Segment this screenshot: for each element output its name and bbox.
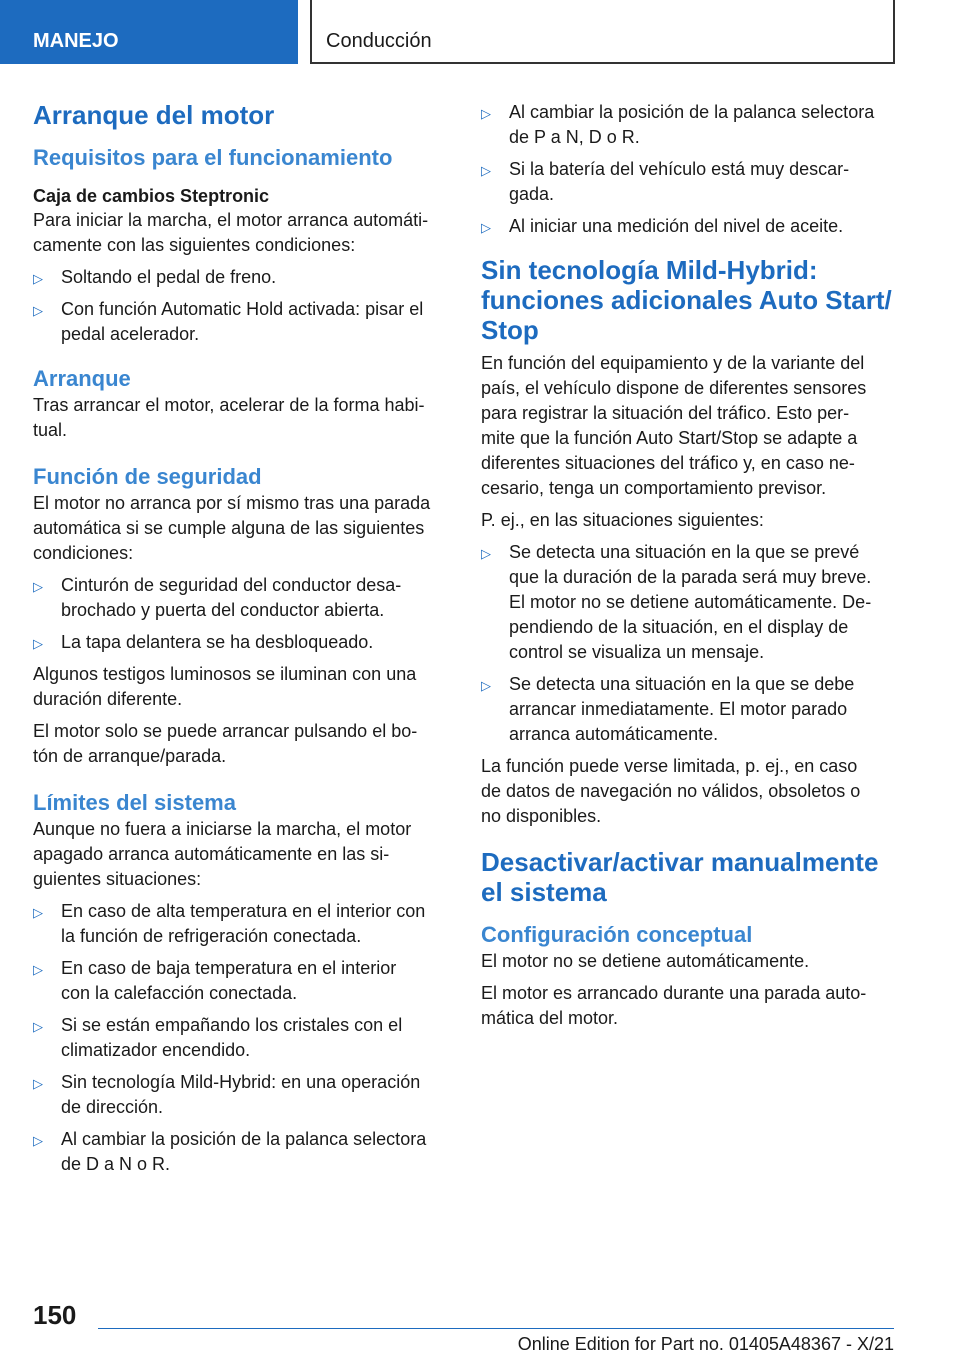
- text-line: diferentes situaciones del tráfico y, en caso ne-: [481, 453, 855, 473]
- list-item-line: de D a N o R.: [61, 1154, 171, 1174]
- list-item-line: En caso de baja temperatura en el interior: [61, 958, 397, 978]
- text-line: para registrar la situación del tráfico. Esto per-: [481, 403, 850, 423]
- left-column: [33, 100, 447, 1177]
- list-item-line: arranca automáticamente.: [509, 724, 719, 744]
- list-item: [481, 100, 896, 150]
- paragraph-ejemplos: [481, 508, 896, 533]
- text-line: de datos de navegación no válidos, obsoletos o: [481, 781, 861, 801]
- text-line: automática si se cumple alguna de las siguientes: [33, 518, 425, 538]
- triangle-right-icon: ▷: [33, 636, 43, 651]
- list-item-line: Si la batería del vehículo está muy descar-: [509, 159, 850, 179]
- list-item: [33, 297, 447, 347]
- heading-requisitos: Requisitos para el funcionamiento: [33, 145, 393, 170]
- list-caja: [33, 265, 447, 347]
- list-situaciones: [481, 540, 896, 747]
- list-item-line: Cinturón de seguridad del conductor desa-: [61, 575, 402, 595]
- text-line: tual.: [33, 420, 68, 440]
- paragraph-limitada: [481, 754, 896, 829]
- triangle-right-icon: ▷: [33, 579, 43, 594]
- list-item: [33, 265, 447, 290]
- list-item: [33, 1070, 447, 1120]
- list-item-line: de dirección.: [61, 1097, 164, 1117]
- section-title: MANEJO: [33, 30, 119, 52]
- text-line: el sistema: [481, 877, 607, 907]
- text-line: Aunque no fuera a iniciarse la marcha, el motor: [33, 819, 412, 839]
- heading-funcion-seguridad: Función de seguridad: [33, 464, 262, 489]
- text-line: cesario, tenga un comportamiento previsor.: [481, 478, 827, 498]
- list-item-line: Soltando el pedal de freno.: [61, 267, 277, 287]
- section-tab: [0, 0, 298, 64]
- list-item: [481, 672, 896, 747]
- paragraph-caja: [33, 208, 447, 258]
- list-item-line: que la duración de la parada será muy breve.: [509, 567, 872, 587]
- list-item-line: En caso de alta temperatura en el interior con: [61, 901, 426, 921]
- triangle-right-icon: ▷: [481, 106, 491, 121]
- triangle-right-icon: ▷: [33, 905, 43, 920]
- triangle-right-icon: ▷: [33, 962, 43, 977]
- list-item-line: pendiendo de la situación, en el display de: [509, 617, 849, 637]
- heading-arranque-motor: Arranque del motor: [33, 100, 275, 130]
- triangle-right-icon: ▷: [33, 1076, 43, 1091]
- text-line: El motor solo se puede arrancar pulsando el bo-: [33, 721, 418, 741]
- list-item-line: El motor no se detiene automáticamente. De-: [509, 592, 872, 612]
- text-line: mática del motor.: [481, 1008, 619, 1028]
- right-column: [481, 100, 896, 1031]
- paragraph-funcion-seguridad: [33, 491, 447, 566]
- list-item-line: La tapa delantera se ha desbloqueado.: [61, 632, 374, 652]
- triangle-right-icon: ▷: [33, 1133, 43, 1148]
- list-item-line: de P a N, D o R.: [509, 127, 640, 147]
- list-item: [33, 1013, 447, 1063]
- paragraph-arranque: [33, 393, 447, 443]
- triangle-right-icon: ▷: [481, 678, 491, 693]
- list-item: [33, 956, 447, 1006]
- text-line: Stop: [481, 315, 539, 345]
- page-number: 150: [33, 1300, 77, 1330]
- text-line: condiciones:: [33, 543, 134, 563]
- text-line: El motor no se detiene automáticamente.: [481, 951, 810, 971]
- list-item-line: Sin tecnología Mild-Hybrid: en una operación: [61, 1072, 421, 1092]
- list-item: [33, 573, 447, 623]
- list-item-line: Al cambiar la posición de la palanca selectora: [509, 102, 875, 122]
- list-item-line: Al iniciar una medición del nivel de aceite.: [509, 216, 844, 236]
- text-line: Algunos testigos luminosos se iluminan con una: [33, 664, 417, 684]
- paragraph-limites: [33, 817, 447, 892]
- text-line: Desactivar/activar manualmente: [481, 847, 879, 877]
- text-line: El motor es arrancado durante una parada auto-: [481, 983, 867, 1003]
- list-item-line: brochado y puerta del conductor abierta.: [61, 600, 385, 620]
- list-item-line: control se visualiza un mensaje.: [509, 642, 765, 662]
- text-line: Para iniciar la marcha, el motor arranca automáti-: [33, 210, 429, 230]
- text-line: apagado arranca automáticamente en las si-: [33, 844, 390, 864]
- text-line: tón de arranque/parada.: [33, 746, 227, 766]
- heading-arranque: Arranque: [33, 366, 131, 391]
- text-line: mite que la función Auto Start/Stop se adapte a: [481, 428, 858, 448]
- text-line: La función puede verse limitada, p. ej., en caso: [481, 756, 858, 776]
- triangle-right-icon: ▷: [481, 546, 491, 561]
- triangle-right-icon: ▷: [33, 271, 43, 286]
- heading-sin-tecnologia: [481, 255, 896, 345]
- text-line: guientes situaciones:: [33, 869, 202, 889]
- list-item-line: Si se están empañando los cristales con el: [61, 1015, 403, 1035]
- triangle-right-icon: ▷: [33, 1019, 43, 1034]
- triangle-right-icon: ▷: [481, 163, 491, 178]
- list-item-line: climatizador encendido.: [61, 1040, 251, 1060]
- list-item: [33, 1127, 447, 1177]
- list-item: [481, 214, 896, 239]
- list-item-line: Al cambiar la posición de la palanca selectora: [61, 1129, 427, 1149]
- text-line: país, el vehículo dispone de diferentes sensores: [481, 378, 867, 398]
- triangle-right-icon: ▷: [481, 220, 491, 235]
- paragraph-sin-tecnologia: [481, 351, 896, 501]
- list-item-line: Se detecta una situación en la que se debe: [509, 674, 855, 694]
- triangle-right-icon: ▷: [33, 303, 43, 318]
- heading-desactivar: [481, 847, 896, 907]
- text-line: P. ej., en las situaciones siguientes:: [481, 510, 764, 530]
- list-item-line: arrancar inmediatamente. El motor parado: [509, 699, 848, 719]
- paragraph-config-1: [481, 949, 896, 974]
- paragraph-boton: [33, 719, 447, 769]
- paragraph-testigos: [33, 662, 447, 712]
- footer-edition: Online Edition for Part no. 01405A48367 - X/21: [517, 1334, 894, 1354]
- list-item: [481, 540, 896, 665]
- chapter-tab: [310, 0, 895, 64]
- heading-configuracion: Configuración conceptual: [481, 922, 753, 947]
- list-item: [33, 630, 447, 655]
- list-item: [481, 157, 896, 207]
- text-line: duración diferente.: [33, 689, 183, 709]
- list-item-line: Se detecta una situación en la que se prevé: [509, 542, 860, 562]
- list-item-line: pedal acelerador.: [61, 324, 200, 344]
- footer-rule: [98, 1328, 894, 1329]
- list-item-line: con la calefacción conectada.: [61, 983, 298, 1003]
- paragraph-config-2: [481, 981, 896, 1031]
- heading-limites: Límites del sistema: [33, 790, 236, 815]
- list-seguridad: [33, 573, 447, 655]
- list-item-line: la función de refrigeración conectada.: [61, 926, 362, 946]
- text-line: En función del equipamiento y de la variante del: [481, 353, 865, 373]
- list-item: [33, 899, 447, 949]
- text-line: Sin tecnología Mild-Hybrid:: [481, 255, 818, 285]
- list-limites: [33, 899, 447, 1177]
- text-line: no disponibles.: [481, 806, 602, 826]
- text-line: camente con las siguientes condiciones:: [33, 235, 356, 255]
- text-line: El motor no arranca por sí mismo tras una parada: [33, 493, 431, 513]
- list-item-line: Con función Automatic Hold activada: pisar el: [61, 299, 424, 319]
- text-line: Tras arrancar el motor, acelerar de la forma habi-: [33, 395, 425, 415]
- list-continued: [481, 100, 896, 239]
- list-item-line: gada.: [509, 184, 555, 204]
- text-line: funciones adicionales Auto Start/: [481, 285, 892, 315]
- heading-caja-cambios: Caja de cambios Steptronic: [33, 186, 270, 206]
- chapter-title: Conducción: [326, 30, 432, 52]
